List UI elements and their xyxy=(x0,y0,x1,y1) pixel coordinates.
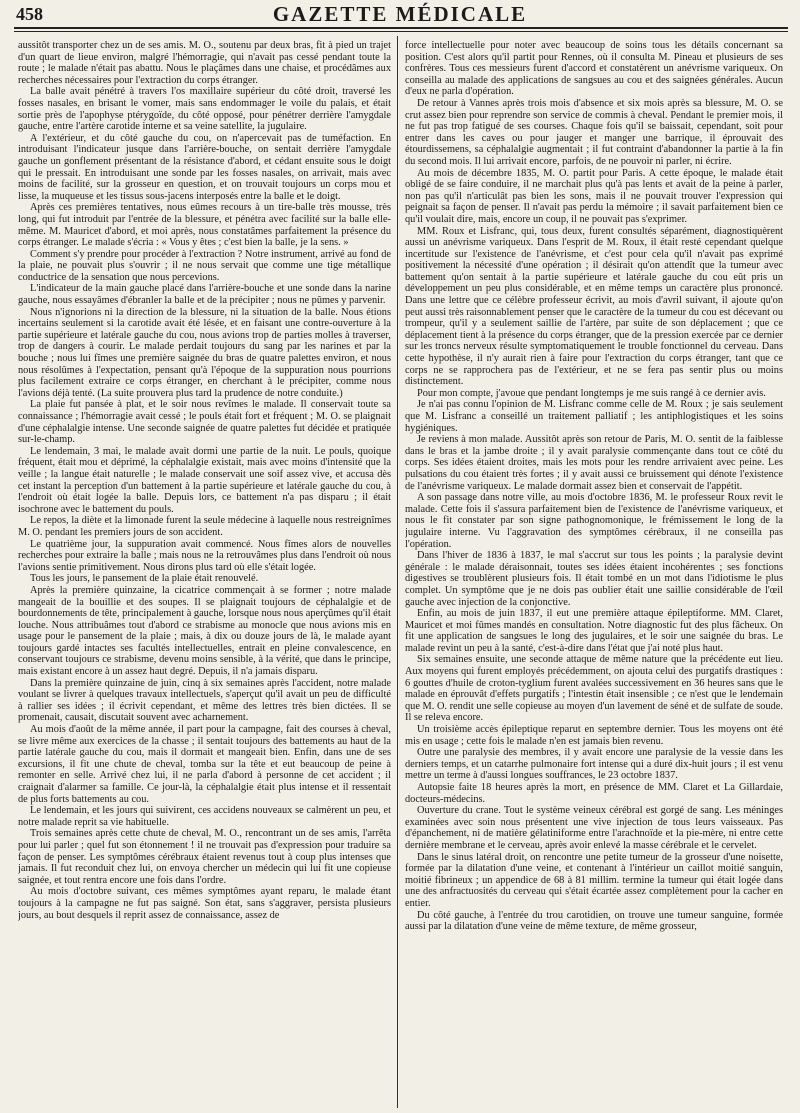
paragraph: Outre une paralysie des membres, il y avait encore une paralysie de la vessie dans les derniers temps, et un catarrhe pulmonaire fort intense qui a duré dix-huit jours ; il est venu mettre un terme à d'aussi longues souffrances, le 23 octobre 1837. xyxy=(405,747,783,782)
paragraph: Le lendemain, 3 mai, le malade avait dormi une partie de la nuit. Le pouls, quoique fréquent, était mou et déprimé, la céphalalgie existait, mais avec moins d'intensité que la veille ; la langue était naturelle ; le malade conservait une soif assez vive, et accusa dès cet instant la perception d'un battement à la partie supérieure et latérale gauche du cou, à l'endroit où était logée la balle. Depuis lors, ce battement n'a pas disparu ; il était isochrone avec le battement du pouls. xyxy=(18,445,391,515)
paragraph: MM. Roux et Lisfranc, qui, tous deux, furent consultés séparément, diagnostiquèrent aussi un anévrisme variqueux. Dans l'esprit de M. Roux, il était resté cependant quelque incertitude sur l'existence de l'anévrisme, et c'est pour cela qu'il n'avait pas exprimé positivement la nécessité d'une opération ; il désirait qu'on attendît que la tumeur avec battement qu'on sentait à la partie supérieure et latérale gauche du cou eût pris un développement un peu plus considérable, et en même temps un caractère plus prononcé. Dans une lettre que ce célèbre professeur écrivit, au mois d'avril suivant, il ajoute qu'on peut aussi très raisonnablement penser que le caractère de la tumeur du cou est décevant ou trompeur, qu'il y a seulement saillie de l'artère, par suite de son déplacement ; que ce déplacement tient à la présence du corps étranger, que de la pression exercée par ce dernier sur les troncs nerveux résulte symptomatiquement le trouble fonctionnel du cerveau. Dans cette hypothèse, il n'y aurait rien à faire pour l'extraction du corps étranger, tant que ce corps ne se rapprochera pas de l'extérieur, et ne se fera pas sentir plus ou moins distinctement. xyxy=(405,225,783,388)
header-rule xyxy=(14,27,788,29)
page-header xyxy=(0,0,800,30)
paragraph: De retour à Vannes après trois mois d'absence et six mois après sa blessure, M. O. se crut assez bien pour reprendre son service de commis à cheval. Pendant le premier mois, il ne fut pas trop fatigué de ses courses. Chaque fois qu'il se baissait, cependant, soit pour entrer dans les caves ou pour jauger et manger une barrique, il éprouvait des étourdissemens, sa céphalalgie augmentait ; il fut contraint d'abandonner la partie à la fin du second mois. Il lui arrivait encore, parfois, de ne pouvoir ni parler, ni écrire. xyxy=(405,97,783,167)
paragraph: Six semaines ensuite, une seconde attaque de même nature que la précédente eut lieu. Aux moyens qui furent employés précédemment, on ajouta celui des purgatifs drastiques : 6 gouttes d'huile de croton-tyglium furent avalées successivement en 36 heures sans que le malade en éprouvât d'effets purgatifs ; l'intestin était insensible ; ce n'est que le lendemain que M. O. rendit une selle copieuse au moyen d'un lavement de séné et de sulfate de soude. Il se releva encore. xyxy=(405,654,783,724)
paragraph: La balle avait pénétré à travers l'os maxillaire supérieur du côté droit, traversé les fosses nasales, en brisant le vomer, mais sans endommager le voile du palais, et était sortie près de l'apophyse ptérygoïde, du côté opposé, pour pénétrer derrière l'amygdale gauche, entre l'artère carotide interne et sa veine satellite, la jugulaire. xyxy=(18,86,391,133)
paragraph: Au mois d'octobre suivant, ces mêmes symptômes ayant reparu, le malade étant toujours à la campagne ne fut pas saigné. Son état, sans s'aggraver, persista plusieurs jours, au bout desquels il reprit assez de connaissance, assez de xyxy=(18,886,391,921)
paragraph: Tous les jours, le pansement de la plaie était renouvelé. xyxy=(30,573,259,585)
page-number: 458 xyxy=(16,4,43,24)
paragraph: A son passage dans notre ville, au mois d'octobre 1836, M. le professeur Roux revit le malade. Cette fois il s'assura parfaitement bien de l'existence de l'anévrisme variqueux, et nous le fit constater par son signe pathognomonique, le frémissement le long de la jugulaire interne. Vu l'aggravation des symptômes cérébraux, il ne conseilla pas l'opération. xyxy=(405,492,783,550)
left-column xyxy=(18,40,391,1106)
paragraph: A l'extérieur, et du côté gauche du cou, on n'apercevait pas de tuméfaction. En introduisant l'indicateur jusque dans l'arrière-bouche, on sentait derrière l'amygdale gauche un gonflement présentant de la résistance d'abord, et cédant ensuite sous le doigt qui le pressait. En introduisant une sonde par les fosses nasales, on arrivait, mais avec moins de facilité, sur la grosseur en question, et on trouvait toujours un corps mou et lisse, la muqueuse et les tissus sous-jacens interposés entre la balle et le doigt. xyxy=(18,132,391,202)
paragraph: Trois semaines après cette chute de cheval, M. O., rencontrant un de ses amis, l'arrêta pour lui parler ; quel fut son étonnement ! il ne trouvait pas d'expression pour traduire sa façon de penser. Les symptômes cérébraux étaient revenus tout à coup plus intenses que jamais. Il fut reconduit chez lui, on envoya chercher un médecin qui lui fit une copieuse saignée, et tout rentra encore une fois dans l'ordre. xyxy=(18,828,391,886)
paragraph: force intellectuelle pour noter avec beaucoup de soins tous les détails concernant sa position. C'est alors qu'il partit pour Rennes, où il consulta M. Pineau et plusieurs de ses confrères. Tous ces messieurs furent d'accord et constatèrent un anévrisme variqueux. On conseilla au malade des applications de sangsues au cou et des saignées générales. Aucun d'eux ne parla d'opération. xyxy=(405,40,783,98)
paragraph: Je reviens à mon malade. Aussitôt après son retour de Paris, M. O. sentit de la faiblesse dans le bras et la jambe droite ; il y avait paralysie commençante dans tout ce côté du corps. Ses idées étaient droites, mais les mots pour les rendre arrivaient avec peine. Les pulsations du cou étaient très fortes ; il y avait aussi ce bruissement qui dénote l'existence de l'anévrisme variqueux. Le malade dormait assez bien et conservait de l'appétit. xyxy=(405,434,783,492)
journal-title: GAZETTE MÉDICALE xyxy=(272,2,528,26)
paragraph: Autopsie faite 18 heures après la mort, en présence de MM. Claret et La Gillardaie, docteurs-médecins. xyxy=(405,782,783,805)
paragraph: Au mois d'août de la même année, il part pour la campagne, fait des courses à cheval, se livre même aux exercices de la chasse ; il sentait toujours des battements au haut de la partie latérale gauche du cou, mais il dormait et mangeait bien. Enfin, dans une de ses excursions, il fit une chute de cheval, tomba sur la tête et eut beaucoup de peine à remonter en selle. Arrivé chez lui, il ne parla d'abord à personne de cet accident ; il craignait d'alarmer sa famille. Ce jour-là, la céphalalgie était plus intense et il ressentait de plus forts battements au cou. xyxy=(18,724,391,805)
paragraph: Dans le sinus latéral droit, on rencontre une petite tumeur de la grosseur d'une noisette, formée par la dilatation d'une veine, et contenant à l'intérieur un caillot moitié sanguin, moitié fibrineux ; un appendice de 68 à 81 millim. termine la tumeur qui était logée dans une des anfractuosités du cerveau qui s'était écartée assez complètement pour la cacher en entier. xyxy=(405,851,783,909)
paragraph: Du côté gauche, à l'entrée du trou carotidien, on trouve une tumeur sanguine, formée aussi par la dilatation d'une veine de même texture, de même grosseur, xyxy=(405,909,783,933)
paragraph: Pour mon compte, j'avoue que pendant longtemps je me suis rangé à ce dernier avis. xyxy=(417,387,766,399)
paragraph: Le quatrième jour, la suppuration avait commencé. Nous fîmes alors de nouvelles recherches pour extraire la balle ; mais nous ne la retrouvâmes plus dans l'endroit où nous l'avions sentie primitivement. Nous dirons plus tard où elle s'était logée. xyxy=(18,538,391,573)
paragraph: Dans la première quinzaine de juin, cinq à six semaines après l'accident, notre malade voulant se livrer à quelques travaux intellectuels, s'aperçut qu'il avait un peu de difficulté à rallier ses idées ; il écrivit cependant, et même des lettres très bien dictées. Il se promenait, causait, discutait souvent avec acharnement. xyxy=(18,677,391,724)
paragraph: Après ces premières tentatives, nous eûmes recours à un tire-balle très mousse, très long, qui fut introduit par l'entrée de la blessure, et pénétra avec facilité sur la balle elle-même. M. Mauricet d'abord, et moi après, nous constatâmes parfaitement la présence du corps étranger. Le malade s'écria : « Vous y êtes ; c'est bien la balle, je la sens. » xyxy=(18,202,391,249)
paragraph: Le repos, la diète et la limonade furent la seule médecine à laquelle nous restreignîmes M. O. pendant les premiers jours de son accident. xyxy=(18,515,391,538)
paragraph: Nous n'ignorions ni la direction de la blessure, ni la situation de la balle. Nous étions incertains seulement si la carotide avait été lésée, et en faisant une contre-ouverture à la partie supérieure et latérale gauche du cou, nous avions trop de parties molles à traverser, trop de dangers à courir. Le malade perdait toujours du sang par les narines et par la bouche ; nous lui fîmes une première saignée du bras de quatre palettes environ, et nous nous résolûmes à l'expectation, pensant qu'à l'époque de la suppuration nous pourrions plus facilement extraire ce corps étranger, en cherchant à le précipiter, comme nous l'avions déjà tenté. (La suite prouvera plus tard la prudence de notre conduite.) xyxy=(18,306,391,399)
paragraph: Le lendemain, et les jours qui suivirent, ces accidens nouveaux se calmèrent un peu, et notre malade reprit sa vie habituelle. xyxy=(18,805,391,828)
paragraph: Dans l'hiver de 1836 à 1837, le mal s'accrut sur tous les points ; la paralysie devint générale : le malade déraisonnait, toutes ses idées étaient incohérentes ; ses fonctions digestives se troublèrent plusieurs fois. Il était tombé en un mot dans l'idiotisme le plus complet. Un symptôme que je ne dois pas oublier était une saillie considérable de l'œil gauche avec injection de la conjonctive. xyxy=(405,550,783,608)
paragraph: Après la première quinzaine, la cicatrice commençait à se former ; notre malade mangeait de la bouillie et des soupes. Il se plaignait toujours de céphalalgie et de bourdonnements de tête, principalement à gauche, lorsque nous nous aperçûmes qu'il était louche. Nous attribuâmes tout d'abord ce strabisme au monocle que nous avions mis en usage pour le pansement de la plaie ; mais, à dix ou douze jours de là, le malade ayant toujours gardé intactes ses facultés intellectuelles, entrait en pleine convalescence, en conservant toujours ce strabisme, devenu moins sensible, à la vérité, que dans le principe, mais existant encore à un assez haut degré. Depuis, il n'a jamais disparu. xyxy=(18,584,391,678)
paragraph: Un troisième accès épileptique reparut en septembre dernier. Tous les moyens ont été mis en usage ; cette fois le malade n'en est jamais bien revenu. xyxy=(405,724,783,747)
paragraph: Comment s'y prendre pour procéder à l'extraction ? Notre instrument, arrivé au fond de la plaie, ne pouvait plus s'ouvrir ; il ne nous servait que comme une tige métallique conductrice de la sensation que nous percevions. xyxy=(18,248,391,283)
right-column xyxy=(405,40,783,1106)
paragraph: Au mois de décembre 1835, M. O. partit pour Paris. A cette époque, le malade était obligé de se faire conduire, il ne marchait plus qu'à pas lents et avait de la peine à parler, non pas qu'il n'articulât pas bien les sons, mais il ne pouvait trouver l'expression qui peignait sa façon de penser. Il n'avait pas perdu la mémoire ; il savait parfaitement bien ce qu'il voulait dire, mais, encore un coup, il ne pouvait pas s'exprimer. xyxy=(405,167,783,225)
column-divider xyxy=(397,36,398,1108)
paragraph: La plaie fut pansée à plat, et le soir nous revîmes le malade. Il conservait toute sa connaissance ; l'hémorragie avait cessé ; le pouls était fort et fréquent ; M. O. se plaignait d'une céphalalgie intense. Une seconde saignée de quatre palettes fut décidée et pratiquée sur-le-champ. xyxy=(18,399,391,446)
paragraph: Enfin, au mois de juin 1837, il eut une première attaque épileptiforme. MM. Claret, Mauricet et moi fûmes mandés en consultation. Notre diagnostic fut des plus fâcheux. On fit une application de sangsues le long des jugulaires, et le soir une saignée du bras. Le malade revint un peu à la santé, c'est-à-dire dans l'état que j'ai noté plus haut. xyxy=(405,608,783,654)
paragraph: Je n'ai pas connu l'opinion de M. Lisfranc comme celle de M. Roux ; je sais seulement que M. Lisfranc a conseillé un traitement palliatif ; les antiphlogistiques et les soins hygiéniques. xyxy=(405,399,783,434)
paragraph: Ouverture du crane. Tout le système veineux cérébral est gorgé de sang. Les méninges examinées avec soin nous présentent une vive injection de tous leurs vaisseaux. Pas d'épanchement, ni de matière gélatiniforme entre l'arachnoïde et la pie-mère, ni entre cette dernière membrane et le cerveau, après avoir enlevé la masse cérébrale et le cervelet. xyxy=(405,805,783,851)
paragraph: L'indicateur de la main gauche placé dans l'arrière-bouche et une sonde dans la narine gauche, nous essayâmes d'ébranler la balle et de la précipiter ; nous ne pûmes y parvenir. xyxy=(18,283,391,307)
header-rule-thin xyxy=(14,31,788,32)
paragraph: aussitôt transporter chez un de ses amis. M. O., soutenu par deux bras, fit à pied un trajet d'un quart de lieue environ, malgré l'hémorragie, qui n'avait pas cessé pendant toute la route ; le malade n'était pas abattu. Nous le plaçâmes dans une chaise, et procédâmes aux recherches nécessaires pour l'extraction du corps étranger. xyxy=(18,40,391,86)
